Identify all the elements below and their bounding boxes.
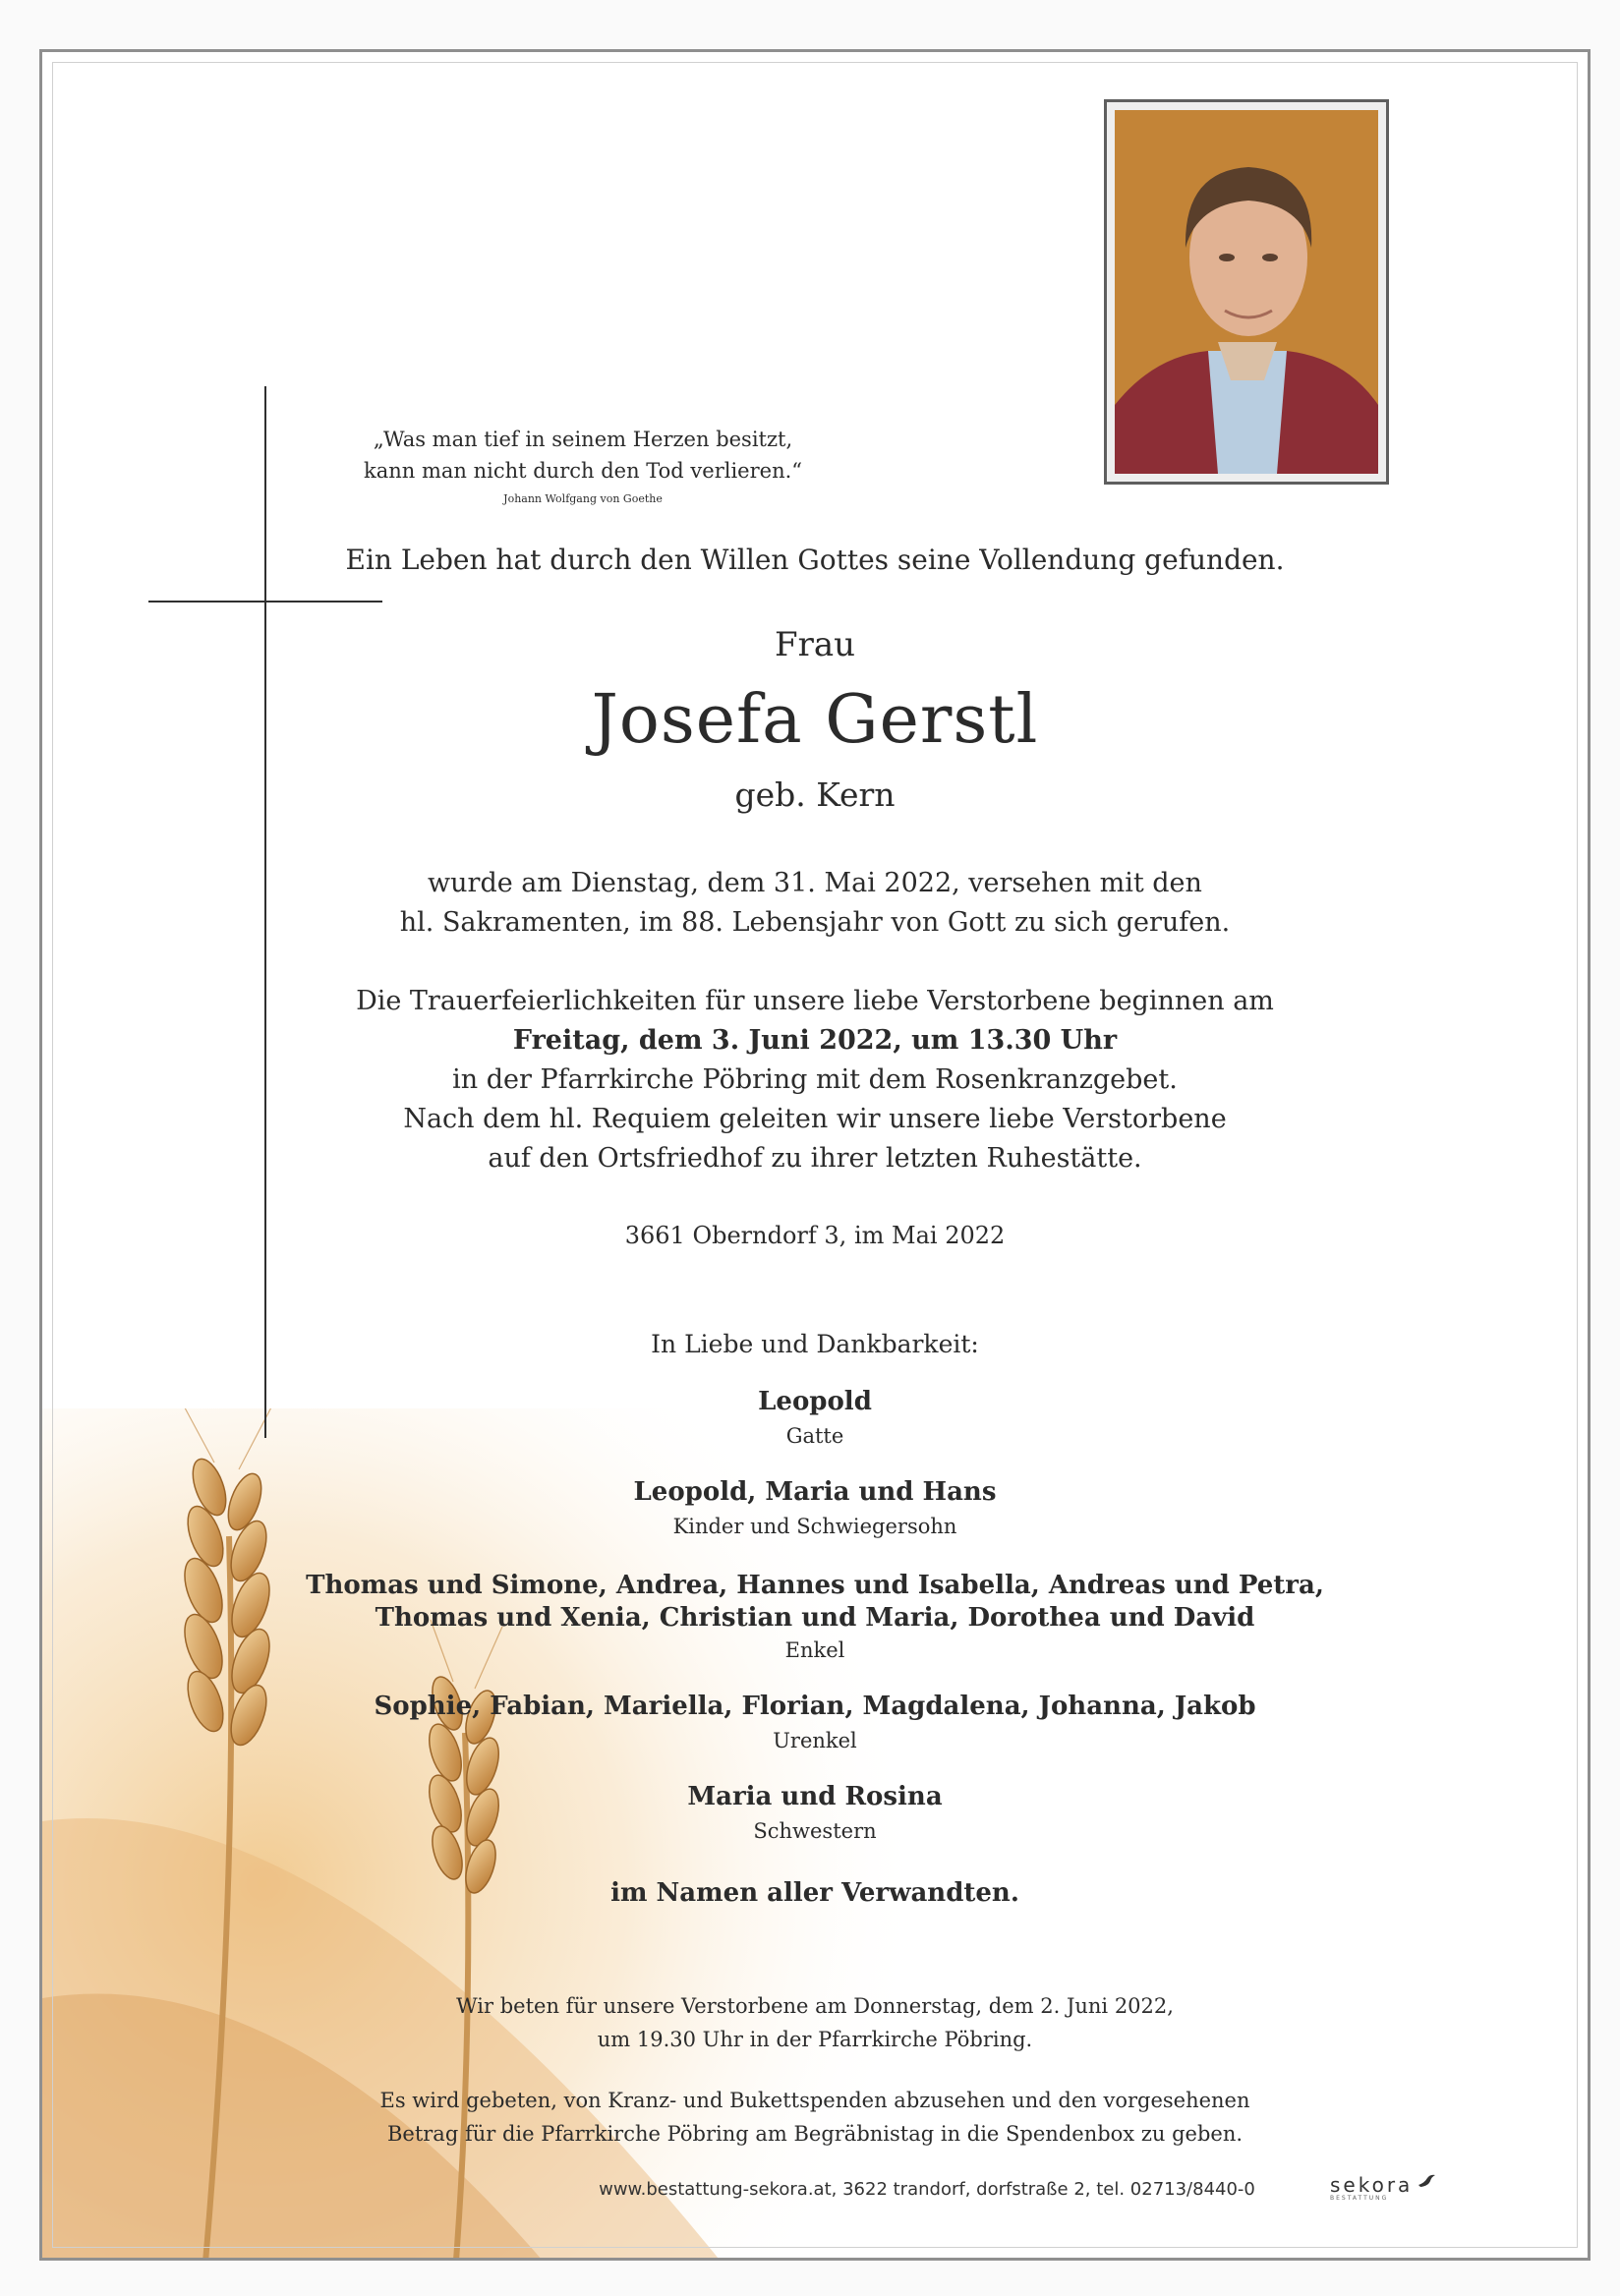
intro-sentence: Ein Leben hat durch den Willen Gottes seine Vollendung gefunden. <box>345 544 1285 576</box>
quote-author: Johann Wolfgang von Goethe <box>503 492 663 505</box>
place-date: 3661 Oberndorf 3, im Mai 2022 <box>624 1222 1006 1249</box>
portrait-photo-frame <box>1104 99 1389 485</box>
prayer-line-1: Wir beten für unsere Verstorbene am Donnerstag, dem 2. Juni 2022, <box>456 1994 1174 2018</box>
maiden-name: geb. Kern <box>734 775 896 814</box>
mourner-relation: Enkel <box>784 1638 845 1662</box>
donation-line-1: Es wird gebeten, von Kranz- und Bukettspenden abzusehen und den vorgesehenen <box>379 2089 1250 2112</box>
dove-icon <box>1417 2173 1436 2189</box>
donation-line-2: Betrag für die Pfarrkirche Pöbring am Begräbnistag in die Spendenbox zu geben. <box>386 2122 1244 2146</box>
mourner-relation: Urenkel <box>773 1729 857 1752</box>
logo-tagline: BESTATTUNG <box>1330 2195 1389 2202</box>
death-notice-line-1: wurde am Dienstag, dem 31. Mai 2022, versehen mit den <box>428 868 1202 898</box>
sekora-logo <box>1330 2173 1438 2216</box>
honorific: Frau <box>774 625 855 664</box>
quote-line-1: „Was man tief in seinem Herzen besitzt, <box>373 428 793 451</box>
ceremony-line-3: in der Pfarrkirche Pöbring mit dem Rosenkranzgebet. <box>452 1064 1178 1095</box>
mourner-name: Thomas und Simone, Andrea, Hannes und Isabella, Andreas und Petra, <box>306 1571 1324 1600</box>
cross-horizontal-bar <box>148 601 382 603</box>
mourner-relation: Schwestern <box>753 1819 877 1843</box>
ceremony-line-5: auf den Ortsfriedhof zu ihrer letzten Ruhestätte. <box>488 1143 1142 1174</box>
portrait-photo <box>1115 110 1378 474</box>
prayer-line-2: um 19.30 Uhr in der Pfarrkirche Pöbring. <box>597 2028 1033 2051</box>
closing-line: im Namen aller Verwandten. <box>610 1878 1019 1908</box>
deceased-name: Josefa Gerstl <box>591 681 1039 759</box>
mourner-name: Sophie, Fabian, Mariella, Florian, Magdalena, Johanna, Jakob <box>374 1692 1256 1721</box>
logo-name: sekora <box>1330 2173 1414 2197</box>
mourner-name: Thomas und Xenia, Christian und Maria, Dorothea und David <box>375 1603 1255 1633</box>
quote-line-2: kann man nicht durch den Tod verlieren.“ <box>363 459 802 483</box>
mourner-name: Leopold, Maria und Hans <box>633 1477 997 1507</box>
ceremony-line-4: Nach dem hl. Requiem geleiten wir unsere liebe Verstorbene <box>403 1104 1227 1134</box>
mourner-name: Maria und Rosina <box>687 1782 943 1811</box>
mourners-intro: In Liebe und Dankbarkeit: <box>651 1330 979 1358</box>
mourner-name: Leopold <box>758 1387 872 1416</box>
death-notice-line-2: hl. Sakramenten, im 88. Lebensjahr von Gott zu sich gerufen. <box>399 907 1231 938</box>
ceremony-date: Freitag, dem 3. Juni 2022, um 13.30 Uhr <box>512 1025 1118 1056</box>
ceremony-line-1: Die Trauerfeierlichkeiten für unsere liebe Verstorbene beginnen am <box>356 986 1274 1016</box>
mourner-relation: Kinder und Schwiegersohn <box>672 1515 957 1538</box>
obituary-card <box>39 49 1591 2261</box>
footer-contact: www.bestattung-sekora.at, 3622 trandorf, dorfstraße 2, tel. 02713/8440-0 <box>599 2179 1255 2200</box>
mourner-relation: Gatte <box>785 1424 844 1448</box>
